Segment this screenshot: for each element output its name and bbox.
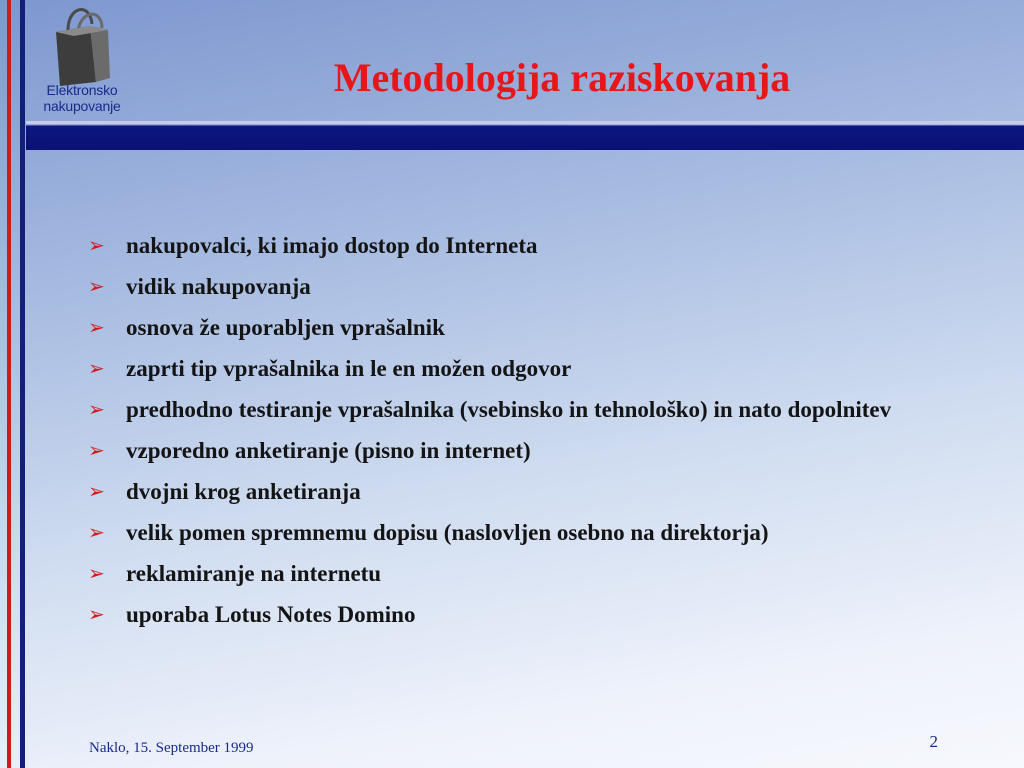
bullet-item — [88, 435, 968, 466]
bullet-text: zaprti tip vprašalnika in le en možen odgovor — [126, 356, 572, 381]
slide-title: Metodologija raziskovanja — [333, 55, 791, 100]
bullet-text: velik pomen spremnemu dopisu (naslovljen osebno na direktorja) — [126, 520, 769, 545]
header-rule-thin — [26, 121, 1024, 124]
bullet-item — [88, 476, 968, 507]
logo — [30, 0, 130, 122]
bullet-text: osnova že uporabljen vprašalnik — [126, 315, 445, 340]
bullet-text: vidik nakupovanja — [126, 274, 311, 299]
bullet-item — [88, 230, 968, 261]
bullet-text: predhodno testiranje vprašalnika (vsebinsko in tehnološko) in nato dopolnitev — [126, 397, 892, 422]
arrow-right-icon: ➢ — [88, 602, 105, 626]
logo-text — [34, 82, 130, 114]
page-number: 2 — [929, 732, 938, 751]
arrow-right-icon: ➢ — [88, 315, 105, 339]
arrow-right-icon: ➢ — [88, 561, 105, 585]
bullet-list — [88, 230, 968, 640]
bullet-text: dvojni krog anketiranja — [126, 479, 361, 504]
arrow-right-icon: ➢ — [88, 520, 105, 544]
arrow-right-icon: ➢ — [88, 397, 105, 421]
bullet-item — [88, 312, 968, 343]
arrow-right-icon: ➢ — [88, 479, 105, 503]
arrow-right-icon: ➢ — [88, 356, 105, 380]
arrow-right-icon: ➢ — [88, 438, 105, 462]
bullet-text: vzporedno anketiranje (pisno in internet) — [126, 438, 531, 463]
logo-line-2: nakupovanje — [43, 98, 121, 114]
arrow-right-icon: ➢ — [88, 274, 105, 298]
header-rule — [26, 125, 1024, 150]
footer-date: Naklo, 15. September 1999 — [89, 740, 254, 756]
shopping-bag-icon — [50, 2, 114, 86]
logo-line-1: Elektronsko — [46, 82, 118, 98]
arrow-right-icon: ➢ — [88, 233, 105, 257]
bullet-item — [88, 517, 968, 548]
bullet-item — [88, 558, 968, 589]
bullet-text: nakupovalci, ki imajo dostop do Interneta — [126, 233, 538, 258]
bullet-item — [88, 394, 968, 425]
left-red-rule — [7, 0, 11, 768]
bullet-text: uporaba Lotus Notes Domino — [126, 602, 416, 627]
bullet-item — [88, 599, 968, 630]
bullet-item — [88, 271, 968, 302]
left-navy-rule — [20, 0, 25, 768]
bullet-text: reklamiranje na internetu — [126, 561, 382, 586]
bullet-item — [88, 353, 968, 384]
